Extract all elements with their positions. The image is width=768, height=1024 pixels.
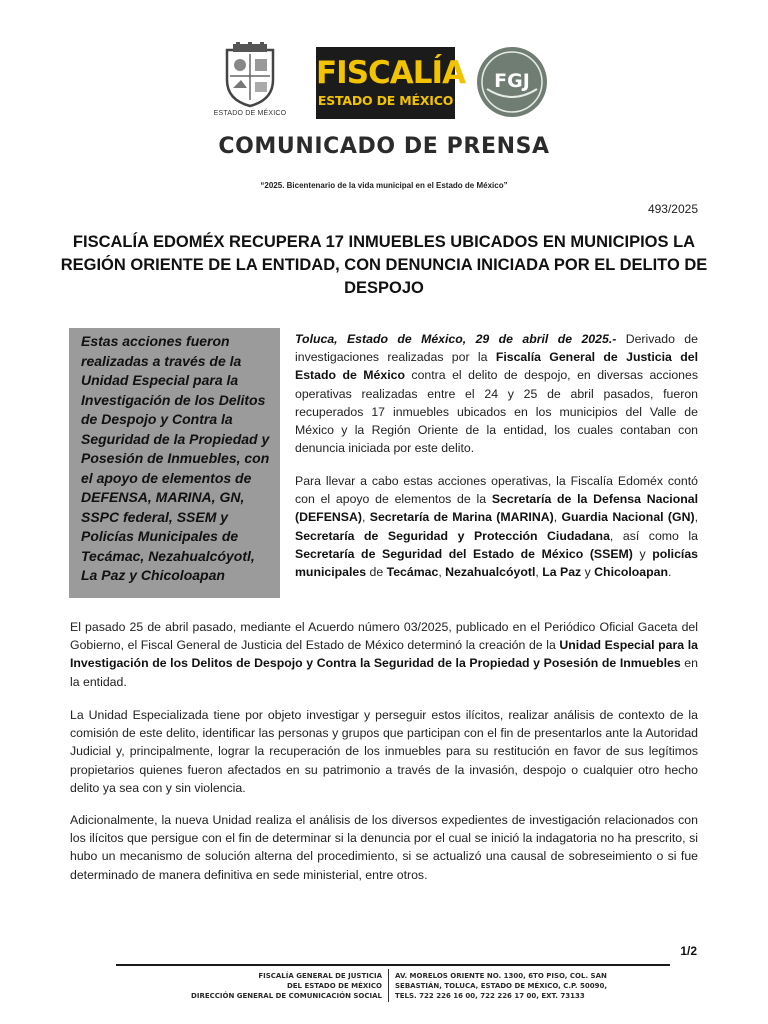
release-number: 493/2025 [647,202,698,216]
p2-text-3: , [553,510,562,525]
paragraph-3 [70,618,698,691]
motto: “2025. Bicentenario de la vida municipal en el Estado de México” [260,181,508,190]
dateline: Toluca, Estado de México, 29 de abril de 2025.- [295,332,617,346]
p2-bold-2: Secretaría de Marina (MARINA) [369,510,554,525]
p3-bold-1: Unidad Especial para la Investigación de los Delitos de Despojo y Contra la Seguridad de la Propiedad y Posesión de Inmuebles [70,638,698,671]
p2-bold-8: Nezahualcóyotl [445,565,536,580]
summary-box [69,328,280,598]
headline: FISCALÍA EDOMÉX RECUPERA 17 INMUEBLES UBICADOS EN MUNICIPIOS LA REGIÓN ORIENTE DE LA ENTIDAD, CON DENUNCIA INICIADA POR EL DELITO DE DESPOJO [60,233,708,297]
paragraph-4: La Unidad Especializada tiene por objeto investigar y perseguir estos ilícitos, realizar análisis de contexto de la comisión de este delito, identificar las personas y grupos que participan con el fin de presentarlos ante la Autoridad Judicial y, principalmente, lograr la recuperación de los inmuebles para su restitución en favor de sus legítimos propietarios quienes fueron afectados en su patrimonio a través de la invasión, despojo o cualquier otro hecho delito ya sea con y sin violencia. [70,708,698,795]
p2-bold-7: Tecámac [386,565,439,580]
page-number: 1/2 [680,944,697,958]
press-release-title: COMUNICADO DE PRENSA [218,134,550,159]
footer-institution [120,971,382,1001]
fiscalia-logo [316,47,466,119]
edomex-caption: ESTADO DE MÉXICO [213,110,287,117]
p2-bold-9: La Paz [542,565,582,580]
summary-text: Estas acciones fueron realizadas a través de la Unidad Especial para la Investigación de los Delitos de Despojo y Contra la Seguridad de la Propiedad y Posesión de Inmuebles, con el apoyo de elementos de DEFENSA, MARINA, GN, SSPC federal, SSEM y Policías Municipales de Tecámac, Nezahualcóyotl, La Paz y Chicoloapan [81,333,270,583]
p2-bold-3: Guardia Nacional (GN) [561,510,695,525]
footer-left-line-1: FISCALÍA GENERAL DE JUSTICIA [258,972,382,980]
p2-text-11: . [667,565,672,580]
paragraph-5: Adicionalmente, la nueva Unidad realiza el análisis de los diversos expedientes de investigación relacionados con los ilícitos que persigue con el fin de determinar si la denuncia por el cual se inició la indagatoria no ha prescrito, si hubo un mecanismo de solución alterna del procedimiento, si se actualizó una causal de sobreseimiento o si fue determinado de manera definitiva en sede ministerial, entre otros. [70,813,698,882]
footer-divider [116,964,670,966]
p1-text-2: contra el delito de despojo, en diversas acciones operativas realizadas entre el 24 y 25 de abril pasados, fueron recuperados 17 inmuebles ubicados en los municipios del Valle de México y la Región Oriente de la entidad, los cuales contaban con denuncia iniciada por este delito. [295,368,698,456]
footer-right-line-3: TELS. 722 226 16 00, 722 226 17 00, EXT. 73133 [395,992,585,1000]
fiscalia-logo-top-text: FISCALÍA [316,55,466,91]
p2-text-10: y [581,565,595,580]
p2-text-5: , así como la [609,528,698,543]
p2-text-8: , [438,565,446,580]
p2-text-1: Para llevar a cabo estas acciones operativas, la Fiscalía Edoméx contó con el apoyo de elementos de la [295,474,698,507]
p2-text-6: y [632,546,653,561]
p2-bold-6: policías municipales [295,546,699,580]
p2-bold-5: Secretaría de Seguridad del Estado de México (SSEM) [295,546,633,561]
paragraph-1 [295,330,698,457]
p2-text-2: , [361,510,370,525]
p3-text-1: El pasado 25 de abril pasado, mediante el Acuerdo número 03/2025, publicado en el Periódico Oficial Gaceta del Gobierno, el Fiscal General de Justicia del Estado de México determinó la creación de la [70,620,698,653]
coat-of-arms-icon [219,42,281,108]
p2-text-9: , [535,565,543,580]
footer-left-line-2: DEL ESTADO DE MÉXICO [286,982,382,990]
p1-text-1: Derivado de investigaciones realizadas por la [295,332,698,365]
p2-text-4: , [694,510,698,525]
footer-address [395,971,655,1001]
p2-bold-4: Secretaría de Seguridad y Protección Ciudadana [295,528,610,543]
header-logos [205,40,555,125]
p2-bold-1: Secretaría de la Defensa Nacional (DEFENSA) [295,492,698,525]
p3-text-2: en la entidad. [70,656,698,689]
fiscalia-logo-bottom-text: ESTADO DE MÉXICO [317,93,454,108]
paragraph-2 [295,472,698,581]
footer-vertical-divider [388,969,389,1002]
fgj-badge-logo [475,45,549,119]
footer-left-line-3: DIRECCIÓN GENERAL DE COMUNICACIÓN SOCIAL [191,992,382,1000]
p2-bold-10: Chicoloapan [594,565,668,580]
edomex-coat-of-arms-logo [205,42,295,122]
fgj-logo-text: FGJ [494,70,530,92]
p1-bold-1: Fiscalía General de Justicia del Estado de México [295,350,698,383]
p2-text-7: de [366,565,387,580]
footer-right-line-2: SEBASTIÁN, TOLUCA, ESTADO DE MÉXICO, C.P. 50090, [395,982,607,990]
footer-right-line-1: AV. MORELOS ORIENTE NO. 1300, 6TO PISO, COL. SAN [395,972,607,980]
